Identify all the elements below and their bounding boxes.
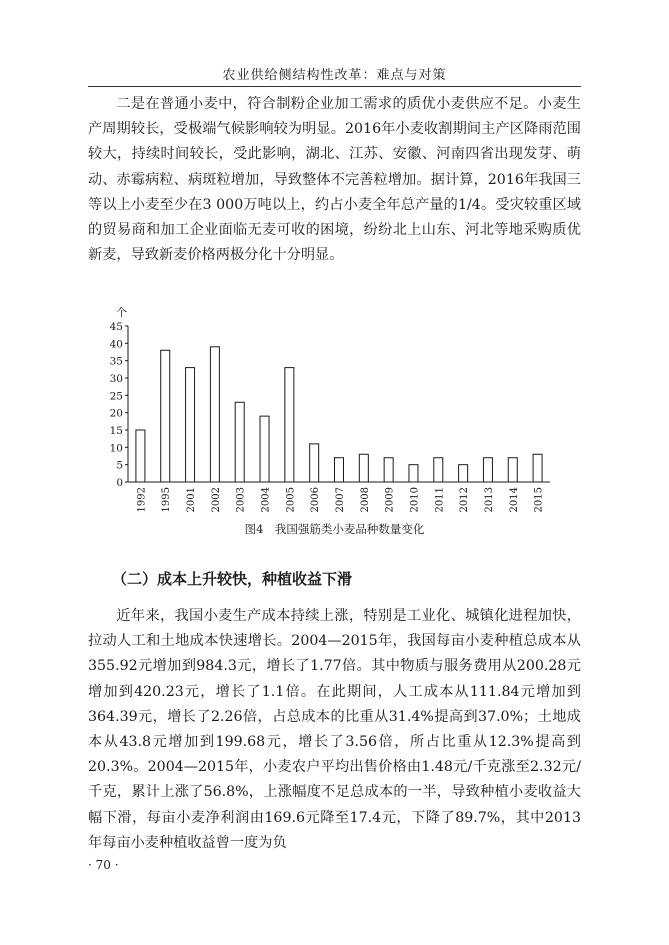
bar (459, 465, 468, 482)
y-tick-label: 30 (109, 373, 123, 385)
y-tick-label: 5 (116, 459, 123, 472)
bar (136, 430, 145, 482)
bar (434, 458, 443, 482)
x-tick-label: 2013 (483, 487, 495, 513)
figure-caption: 图4 我国强筋类小麦品种数量变化 (244, 522, 425, 536)
y-tick-label: 20 (109, 407, 123, 420)
x-tick-label: 1995 (161, 487, 173, 513)
x-tick-label: 2002 (210, 487, 222, 513)
x-tick-label: 2014 (508, 487, 520, 513)
y-tick-label: 25 (109, 390, 123, 403)
wheat-variety-bar-chart (88, 300, 568, 520)
bar (409, 465, 418, 482)
y-tick-label: 0 (116, 477, 123, 489)
bar (186, 368, 195, 482)
x-tick-label: 2012 (459, 487, 471, 513)
x-tick-label: 2004 (260, 487, 272, 513)
x-tick-label: 2008 (359, 487, 371, 513)
paragraph-quality-wheat: 二是在普通小麦中，符合制粉企业加工需求的质优小麦供应不足。小麦生产周期较长，受极端气候影响较为明显。2016年小麦收割期间主产区降雨范围较大，持续时间较长，受此影响，湖北、江苏、安徽、河南四省出现发芽、萌动、赤霉病粒、病斑粒增加，导致整体不完善粒增加。据计算，2016年我国三等以上小麦至少在3 000万吨以上，约占小麦全年总产量的1/4。受灾较重区域的贸易商和加工企业面临无麦可收的困境，纷纷北上山东、河北等地采购质优新麦，导致新麦价格两极分化十分明显。 (88, 96, 581, 264)
x-tick-label: 2015 (533, 487, 545, 513)
y-tick-label: 10 (109, 442, 123, 455)
y-tick-label: 35 (109, 355, 123, 368)
bar (483, 458, 492, 482)
bar (235, 402, 244, 482)
bar (161, 350, 170, 482)
x-tick-label: 2005 (285, 487, 297, 513)
bar (359, 454, 368, 482)
section-title: （二）成本上升较快，种植收益下滑 (112, 570, 353, 588)
running-header: 农业供给侧结构性改革：难点与对策 (222, 68, 447, 83)
bar (384, 458, 393, 482)
y-axis-unit-label: 个 (116, 306, 127, 319)
y-tick-label: 45 (109, 321, 123, 333)
x-tick-label: 1992 (136, 487, 148, 513)
page-number: · 70 · (88, 858, 119, 872)
chart-labels (110, 306, 545, 512)
bar (533, 454, 542, 482)
bar (285, 368, 294, 482)
paragraph-cost-increase: 近年来，我国小麦生产成本持续上涨，特别是工业化、城镇化进程加快，拉动人工和土地成本快速增长。2004—2015年，我国每亩小麦种植总成本从355.92元增加到984.3元，增长了1.77倍。其中物质与服务费用从200.28元增加到420.23元，增长了1.1倍。在此期间，人工成本从111.84元增加到364.39元，增长了2.26倍，占总成本的比重从31.4%提高到37.0%；土地成本从43.8元增加到199.68元，增长了3.56倍，所占比重从12.3%提高到20.3%。2004—2015年，小麦农户平均出售价格由1.48元/千克涨至2.32元/千克，累计上涨了56.8%，上涨幅度不足总成本的一半，导致种植小麦收益大幅下滑，每亩小麦净利润由169.6元降至17.4元，下降了89.7%，其中2013年每亩小麦种植收益曾一度为负 (88, 608, 581, 851)
bar (210, 347, 219, 482)
x-tick-label: 2003 (235, 487, 247, 513)
bar (335, 458, 344, 482)
x-tick-label: 2009 (384, 487, 396, 513)
bar (260, 416, 269, 482)
chart-bars (136, 347, 542, 482)
y-tick-label: 15 (109, 425, 123, 437)
y-tick-label: 40 (109, 338, 123, 351)
header-rule (88, 86, 581, 87)
x-tick-label: 2006 (310, 487, 322, 513)
bar (310, 444, 319, 482)
x-tick-label: 2011 (434, 487, 446, 513)
x-tick-label: 2007 (335, 487, 346, 513)
bar (508, 458, 517, 482)
x-tick-label: 2010 (409, 487, 421, 513)
x-tick-label: 2001 (186, 487, 198, 513)
